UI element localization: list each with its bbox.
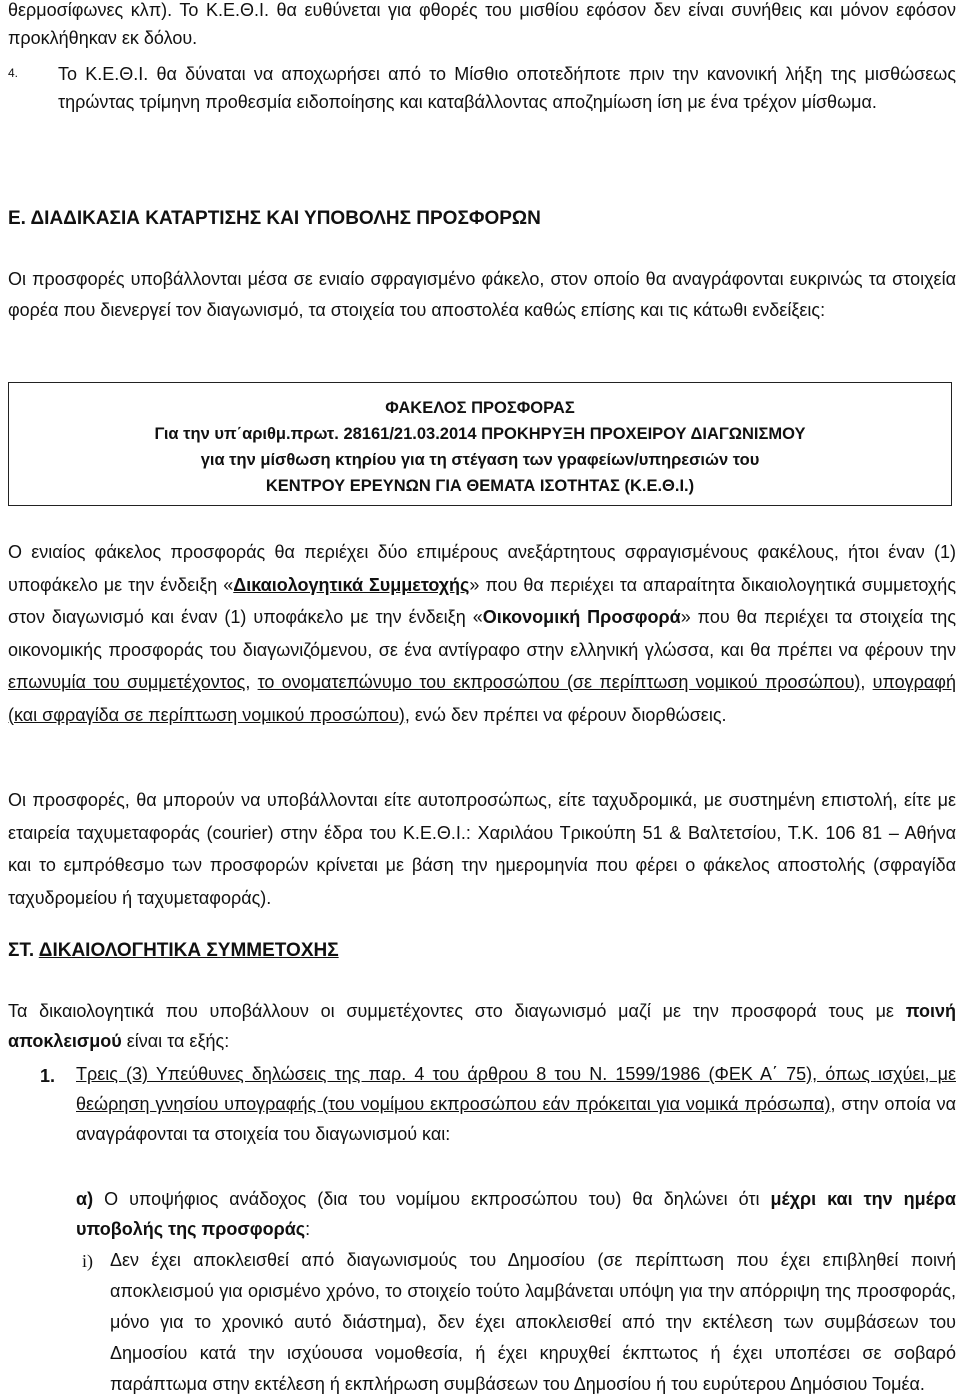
envelope-text-7: , ενώ δεν πρέπει να φέρουν διορθώσεις. [404, 704, 727, 725]
envelope-text-4: , [245, 672, 258, 692]
section-e-intro-text: Οι προσφορές υποβάλλονται μέσα σε ενιαίο σφραγισμένο φάκελο, στον οποίο θα αναγράφονται ευκρινώς τα στοιχεία φορέα που διενεργεί τον διαγωνισμό, τα στοιχεία του αποστολέα καθώς επίσης και τις κάτωθι ενδείξεις: [8, 269, 956, 320]
section-st-intro-a: Τα δικαιολογητικά που υποβάλλουν οι συμμετέχοντες στο διαγωνισμό μαζί με την προσφορά τους με [8, 1001, 906, 1021]
section-st-heading [8, 940, 339, 962]
item-4-paragraph [58, 60, 956, 116]
sub-item-i-text: Δεν έχει αποκλεισθεί από διαγωνισμούς του Δημοσίου (σε περίπτωση που έχει επιβληθεί ποινή αποκλεισμού για ορισμένο χρόνο, το στοιχείο τούτο λαμβάνεται υπόψη για την απόρριψη της προσφοράς, μόνο για το χρονικό αυτό διάστημα), δεν έχει αποκλεισθεί από την εκτέλεση των συμβάσεων του Δημοσίου κατά την ισχύουσα νομοθεσία, ή έχει κηρυχθεί έκπτωτος ή έχει υποπέσει σε σοβαρό παράπτωμα στην εκτέλεση ή εκπλήρωση συμβάσεων του Δημοσίου ή του ευρύτερου Δημόσιου Τομέα. [110, 1250, 956, 1394]
envelope-contents-paragraph [8, 536, 956, 731]
financial-offer-label: Οικονομική Προσφορά [482, 607, 681, 627]
envelope-text-2: » που θα περιέχει τα απαραίτητα δικαιολογητικά συμμετοχής στον διαγωνισμό και έναν (1) υποφάκελο με την ένδειξη « [8, 574, 956, 627]
sub-item-i-label: i) [82, 1251, 93, 1271]
sub-item-a [76, 1184, 956, 1244]
list-item-1 [76, 1059, 956, 1149]
list-item-1-number: 1. [40, 1066, 56, 1086]
participation-docs-label: Δικαιολογητικά Συμμετοχής [233, 574, 470, 595]
section-st-title: ΔΙΚΑΙΟΛΟΓΗΤΙΚΑ ΣΥΜΜΕΤΟΧΗΣ [38, 940, 339, 961]
sub-item-a-text-1: Ο υποψήφιος ανάδοχος (δια του νομίμου εκπροσώπου του) θα δηλώνει ότι [93, 1189, 771, 1209]
participant-name-req: επωνυμία του συμμετέχοντος [8, 672, 246, 692]
delivery-text: Οι προσφορές, θα μπορούν να υποβάλλονται είτε αυτοπροσώπως, είτε ταχυδρομικά, με συστημένη επιστολή, είτε με εταιρεία ταχυμεταφοράς (courier) στην έδρα του Κ.Ε.Θ.Ι.: Χαριλάου Τρικούπη 51 & Βαλτετσίου, Τ.Κ. 106 81 – Αθήνα και το εμπρόθεσμο των προσφορών κρίνεται με βάση την ημερομηνία που φέρει ο φάκελος αποστολής (σφραγίδα ταχυδρομείου ή ταχυμεταφοράς). [8, 790, 956, 908]
top-fragment [8, 0, 956, 52]
seal-req: (και σφραγίδα σε περίπτωση νομικού προσώπου) [8, 704, 405, 725]
envelope-text-5: , [860, 672, 873, 692]
envelope-text-1: Ο ενιαίος φάκελος προσφοράς θα περιέχει δύο επιμέρους ανεξάρτητους σφραγισμένους φακέλους, ήτοι έναν (1) υποφάκελο με την ένδειξη « [8, 542, 956, 595]
envelope-line-4: ΚΕΝΤΡΟΥ ΕΡΕΥΝΩΝ ΓΙΑ ΘΕΜΑΤΑ ΙΣΟΤΗΤΑΣ (Κ.Ε.Θ.Ι.) [265, 477, 695, 495]
envelope-line-2: Για την υπ΄αριθμ.πρωτ. 28161/21.03.2014 ΠΡΟΚΗΡΥΞΗ ΠΡΟΧΕΙΡΟΥ ΔΙΑΓΩΝΙΣΜΟΥ [154, 425, 806, 443]
list-item-1-underlined: Τρεις (3) Υπεύθυνες δηλώσεις της παρ. 4 του άρθρου 8 του Ν. 1599/1986 (ΦΕΚ Α΄ 75), όπως ισχύει, με θεώρηση γνησίου υπογραφής (του νομίμου εκπροσώπου εάν πρόκειται για νομικά πρόσωπα) [76, 1064, 956, 1114]
section-e-heading: Ε. ΔΙΑΔΙΚΑΣΙΑ ΚΑΤΑΡΤΙΣΗΣ ΚΑΙ ΥΠΟΒΟΛΗΣ ΠΡΟΣΦΟΡΩΝ [8, 208, 541, 229]
envelope-line-1: ΦΑΚΕΛΟΣ ΠΡΟΣΦΟΡΑΣ [385, 399, 575, 417]
list-item-1-rest: , στην οποία να αναγράφονται τα στοιχεία του διαγωνισμού και: [76, 1094, 956, 1144]
exclusion-penalty: ποινή αποκλεισμού [8, 1001, 956, 1051]
section-st-intro [8, 996, 956, 1056]
section-st-prefix: ΣΤ. [8, 940, 39, 961]
top-fragment-text: θερμοσίφωνες κλπ). Το Κ.Ε.Θ.Ι. θα ευθύνεται για φθορές του μισθίου εφόσον δεν είναι συνήθεις και μόνον εφόσον προκλήθηκαν εκ δόλου. [8, 0, 956, 48]
delivery-paragraph [8, 784, 956, 914]
section-e-intro [8, 264, 956, 326]
sub-item-i [110, 1245, 956, 1400]
envelope-label-box [8, 382, 952, 506]
item-4-number: 4. [8, 66, 19, 80]
envelope-line-3: για την μίσθωση κτηρίου για τη στέγαση των γραφείων/υπηρεσιών του [200, 451, 760, 469]
sub-item-a-label: α) [76, 1189, 94, 1209]
signature-req: υπογραφή [872, 672, 956, 692]
item-4-text: Το Κ.Ε.Θ.Ι. θα δύναται να αποχωρήσει από το Μίσθιο οποτεδήποτε πριν την κανονική λήξη της μισθώσεως τηρώντας τρίμηνη προθεσμία ειδοποίησης και καταβάλλοντας αποζημίωση ίση με ένα τρέχον μίσθωμα. [58, 64, 956, 112]
representative-name-req: το ονοματεπώνυμο του εκπροσώπου (σε περίπτωση νομικού προσώπου) [257, 672, 861, 692]
sub-item-a-text-2: : [305, 1219, 311, 1239]
envelope-text-3: » που θα περιέχει τα στοιχεία της οικονομικής προσφοράς του διαγωνιζόμενου, σε ένα αντίγραφο στην ελληνική γλώσσα, και θα πρέπει να φέρουν την [8, 607, 956, 660]
section-st-intro-b: είναι τα εξής: [121, 1031, 230, 1051]
sub-item-a-deadline: μέχρι και την ημέρα υποβολής της προσφοράς [76, 1189, 956, 1239]
